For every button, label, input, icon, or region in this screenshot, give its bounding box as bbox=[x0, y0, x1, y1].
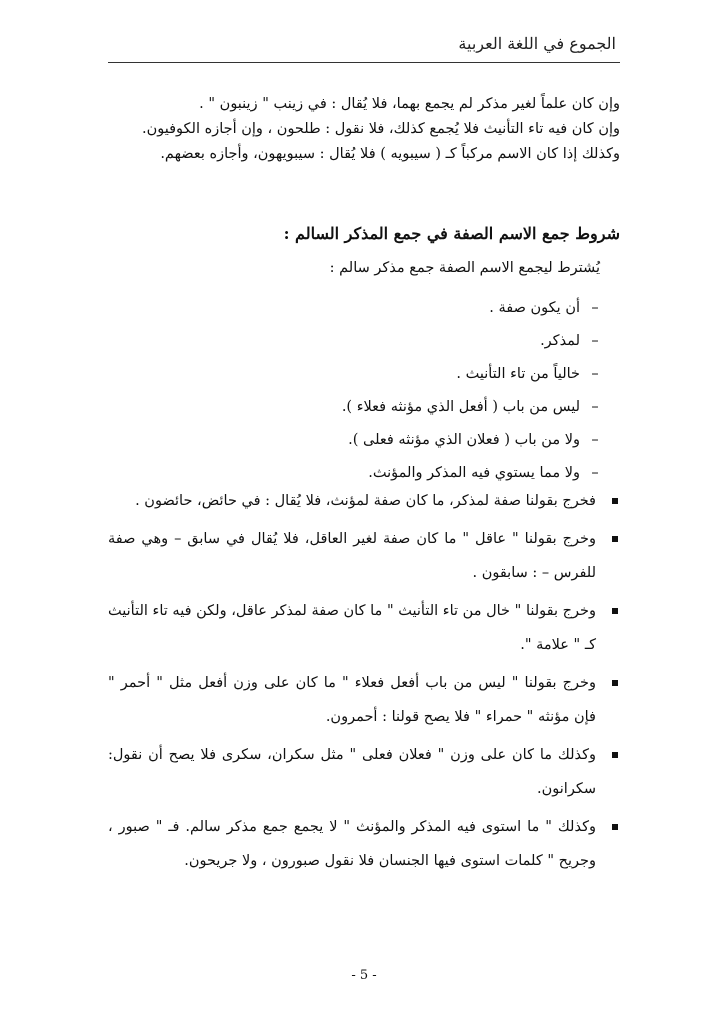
exclusion-text: وخرج بقولنا " خال من تاء التأنيث " ما كان صفة لمذكر عاقل، ولكن فيه تاء التأنيث كـ " علامة ". bbox=[108, 603, 596, 653]
condition-item bbox=[130, 358, 610, 391]
exclusion-item bbox=[108, 594, 620, 662]
square-bullet-icon bbox=[612, 536, 618, 542]
exclusion-item bbox=[108, 810, 620, 878]
paragraph-line: وإن كان علماً لغير مذكر لم يجمع بهما، فلا يُقال : في زينب " زينبون " . bbox=[199, 96, 620, 112]
condition-text: ليس من باب ( أفعل الذي مؤنثه فعلاء ). bbox=[341, 399, 580, 415]
section-intro: يُشترط ليجمع الاسم الصفة جمع مذكر سالم : bbox=[329, 260, 600, 276]
square-bullet-icon bbox=[612, 498, 618, 504]
condition-text: ولا مما يستوي فيه المذكر والمؤنث. bbox=[368, 465, 580, 481]
exclusion-item bbox=[108, 484, 620, 518]
section-heading: شروط جمع الاسم الصفة في جمع المذكر السالم : bbox=[283, 224, 620, 243]
condition-text: أن يكون صفة . bbox=[489, 300, 580, 316]
exclusion-item bbox=[108, 522, 620, 590]
condition-text: لمذكر. bbox=[540, 333, 580, 349]
condition-item bbox=[130, 325, 610, 358]
dash-marker: – bbox=[591, 366, 599, 382]
condition-text: خالياً من تاء التأنيث . bbox=[456, 366, 580, 382]
dash-marker: – bbox=[591, 333, 599, 349]
header-rule bbox=[108, 62, 620, 63]
dash-marker: – bbox=[591, 432, 599, 448]
dash-marker: – bbox=[591, 399, 599, 415]
running-header: الجموع في اللغة العربية bbox=[458, 34, 616, 53]
intro-paragraph bbox=[100, 92, 620, 167]
condition-item bbox=[130, 292, 610, 325]
conditions-list bbox=[130, 292, 610, 490]
paragraph-line: وإن كان فيه تاء التأنيث فلا يُجمع كذلك، فلا نقول : طلحون ، وإن أجازه الكوفيون. bbox=[141, 121, 620, 137]
exclusion-item bbox=[108, 666, 620, 734]
square-bullet-icon bbox=[612, 680, 618, 686]
dash-marker: – bbox=[591, 465, 599, 481]
exclusion-text: وخرج بقولنا " ليس من باب أفعل فعلاء " ما كان على وزن أفعل مثل " أحمر " فإن مؤنثه " حمراء " فلا يصح قولنا : أحمرون. bbox=[108, 675, 596, 725]
dash-marker: – bbox=[591, 300, 599, 316]
exclusion-text: وخرج بقولنا " عاقل " ما كان صفة لغير العاقل، فلا يُقال في سابق – وهي صفة للفرس – : سابقون . bbox=[108, 531, 596, 581]
exclusion-item bbox=[108, 738, 620, 806]
exclusion-text: فخرج بقولنا صفة لمذكر، ما كان صفة لمؤنث، فلا يُقال : في حائض، حائضون . bbox=[135, 493, 596, 509]
exclusions-list bbox=[108, 484, 620, 882]
condition-item bbox=[130, 391, 610, 424]
page-number: - 5 - bbox=[351, 968, 377, 983]
square-bullet-icon bbox=[612, 824, 618, 830]
square-bullet-icon bbox=[612, 608, 618, 614]
paragraph-line: وكذلك إذا كان الاسم مركباً كـ ( سيبويه ) فلا يُقال : سيبويهون، وأجازه بعضهم. bbox=[160, 146, 620, 162]
exclusion-text: وكذلك ما كان على وزن " فعلان فعلى " مثل سكران، سكرى فلا يصح أن نقول: سكرانون. bbox=[108, 747, 596, 797]
square-bullet-icon bbox=[612, 752, 618, 758]
condition-text: ولا من باب ( فعلان الذي مؤنثه فعلى ). bbox=[348, 432, 580, 448]
condition-item bbox=[130, 424, 610, 457]
exclusion-text: وكذلك " ما استوى فيه المذكر والمؤنث " لا يجمع جمع مذكر سالم. فـ " صبور ، وجريح " كلمات استوى فيها الجنسان فلا نقول صبورون ، ولا جريحون. bbox=[108, 819, 596, 869]
